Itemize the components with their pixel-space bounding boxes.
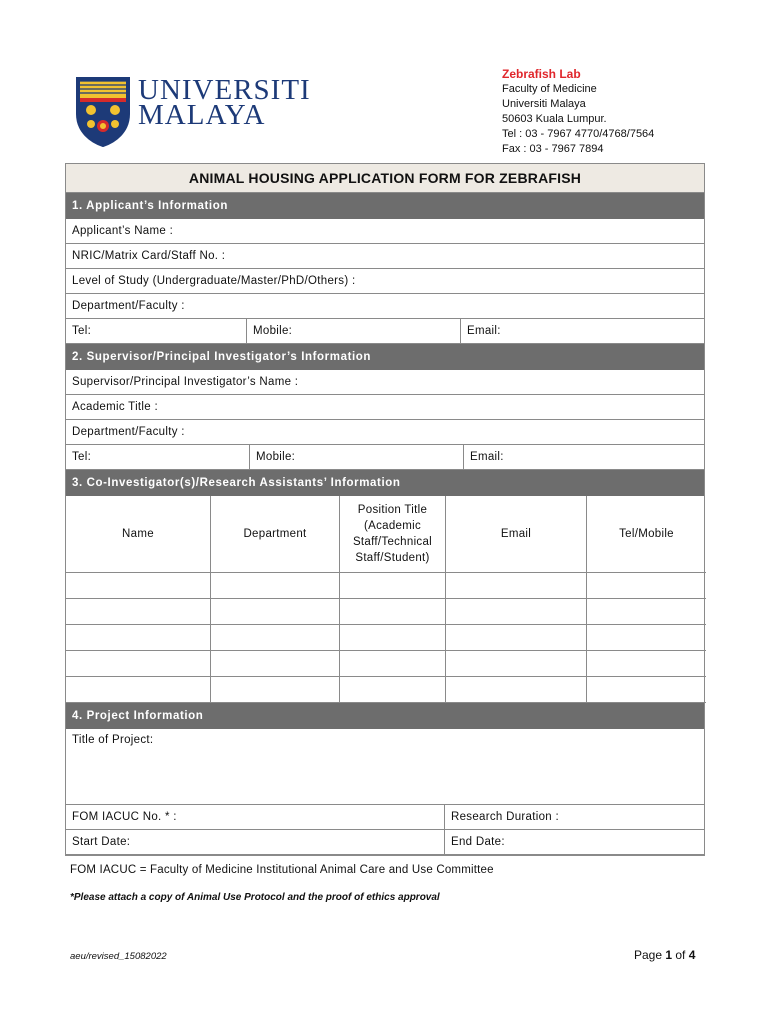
- supervisor-name-field[interactable]: Supervisor/Principal Investigator’s Name :: [66, 370, 704, 395]
- column-header-tel: Tel/Mobile: [587, 496, 706, 573]
- table-cell[interactable]: [587, 625, 706, 651]
- supervisor-mobile-field[interactable]: Mobile:: [250, 445, 464, 469]
- table-cell[interactable]: [587, 677, 706, 703]
- lab-contact-block: [502, 66, 654, 157]
- table-cell[interactable]: [211, 651, 340, 677]
- page-total: 4: [688, 948, 696, 962]
- applicant-department-field[interactable]: Department/Faculty :: [66, 294, 704, 319]
- table-cell[interactable]: [587, 599, 706, 625]
- table-cell[interactable]: [446, 625, 587, 651]
- table-cell[interactable]: [446, 677, 587, 703]
- logo-line-1: UNIVERSITI: [138, 74, 311, 106]
- supervisor-tel-field[interactable]: Tel:: [66, 445, 250, 469]
- revision-label: aeu/revised_15082022: [70, 951, 167, 962]
- end-date-field[interactable]: End Date:: [451, 836, 505, 848]
- applicant-name-field[interactable]: Applicant’s Name :: [66, 219, 704, 244]
- supervisor-academic-title-field[interactable]: Academic Title :: [66, 395, 704, 420]
- lab-faculty: Faculty of Medicine: [502, 83, 597, 95]
- table-cell[interactable]: [66, 625, 211, 651]
- lab-address: 50603 Kuala Lumpur.: [502, 113, 607, 125]
- table-cell[interactable]: [66, 599, 211, 625]
- section-supervisor-heading: 2. Supervisor/Principal Investigator’s Information: [66, 344, 704, 370]
- applicant-email-field[interactable]: Email:: [467, 325, 501, 337]
- table-cell[interactable]: [340, 573, 446, 599]
- start-date-field[interactable]: Start Date:: [66, 830, 445, 854]
- table-cell[interactable]: [211, 625, 340, 651]
- lab-tel: Tel : 03 - 7967 4770/4768/7564: [502, 128, 655, 140]
- table-cell[interactable]: [211, 573, 340, 599]
- project-dates-row: [66, 830, 704, 855]
- page-of: of: [672, 948, 689, 962]
- section-applicant-heading: 1. Applicant’s Information: [66, 193, 704, 219]
- table-cell[interactable]: [340, 625, 446, 651]
- attachment-note: *Please attach a copy of Animal Use Protocol and the proof of ethics approval: [70, 892, 440, 903]
- table-cell[interactable]: [587, 573, 706, 599]
- iacuc-number-field[interactable]: FOM IACUC No. * :: [66, 805, 445, 829]
- application-form: [65, 163, 705, 856]
- applicant-contact-row: [66, 319, 704, 344]
- table-cell[interactable]: [211, 599, 340, 625]
- table-cell[interactable]: [66, 651, 211, 677]
- lab-name: Zebrafish Lab: [502, 67, 581, 81]
- applicant-mobile-field[interactable]: Mobile:: [247, 319, 461, 343]
- table-cell[interactable]: [66, 573, 211, 599]
- applicant-tel-field[interactable]: Tel:: [66, 319, 247, 343]
- section-coinvestigator-heading: 3. Co-Investigator(s)/Research Assistants’ Information: [66, 470, 704, 496]
- project-iacuc-row: [66, 805, 704, 830]
- supervisor-email-field[interactable]: Email:: [470, 451, 504, 463]
- table-cell[interactable]: [340, 599, 446, 625]
- form-title: ANIMAL HOUSING APPLICATION FORM FOR ZEBRAFISH: [66, 163, 704, 193]
- university-logo: [75, 76, 315, 148]
- applicant-nric-field[interactable]: NRIC/Matrix Card/Staff No. :: [66, 244, 704, 269]
- table-cell[interactable]: [587, 651, 706, 677]
- table-cell[interactable]: [446, 599, 587, 625]
- page-current: 1: [665, 948, 673, 962]
- university-wordmark: [138, 74, 311, 131]
- supervisor-contact-row: [66, 445, 704, 470]
- lab-university: Universiti Malaya: [502, 98, 586, 110]
- research-duration-field[interactable]: Research Duration :: [451, 811, 559, 823]
- table-cell[interactable]: [446, 573, 587, 599]
- table-cell[interactable]: [446, 651, 587, 677]
- university-crest-icon: [75, 76, 131, 148]
- column-header-position: Position Title (Academic Staff/Technical Staff/Student): [340, 496, 446, 573]
- column-header-name: Name: [66, 496, 211, 573]
- table-cell[interactable]: [340, 651, 446, 677]
- table-cell[interactable]: [340, 677, 446, 703]
- column-header-email: Email: [446, 496, 587, 573]
- logo-line-2: MALAYA: [138, 99, 266, 131]
- page-prefix: Page: [634, 948, 666, 962]
- supervisor-department-field[interactable]: Department/Faculty :: [66, 420, 704, 445]
- column-header-department: Department: [211, 496, 340, 573]
- table-cell[interactable]: [66, 677, 211, 703]
- table-cell[interactable]: [211, 677, 340, 703]
- lab-fax: Fax : 03 - 7967 7894: [502, 143, 604, 155]
- section-project-heading: 4. Project Information: [66, 703, 704, 729]
- page-number: [634, 948, 695, 962]
- project-title-field[interactable]: Title of Project:: [66, 729, 704, 805]
- iacuc-definition-note: FOM IACUC = Faculty of Medicine Institutional Animal Care and Use Committee: [70, 864, 494, 876]
- coinvestigator-table: [66, 496, 704, 703]
- applicant-level-field[interactable]: Level of Study (Undergraduate/Master/PhD/Others) :: [66, 269, 704, 294]
